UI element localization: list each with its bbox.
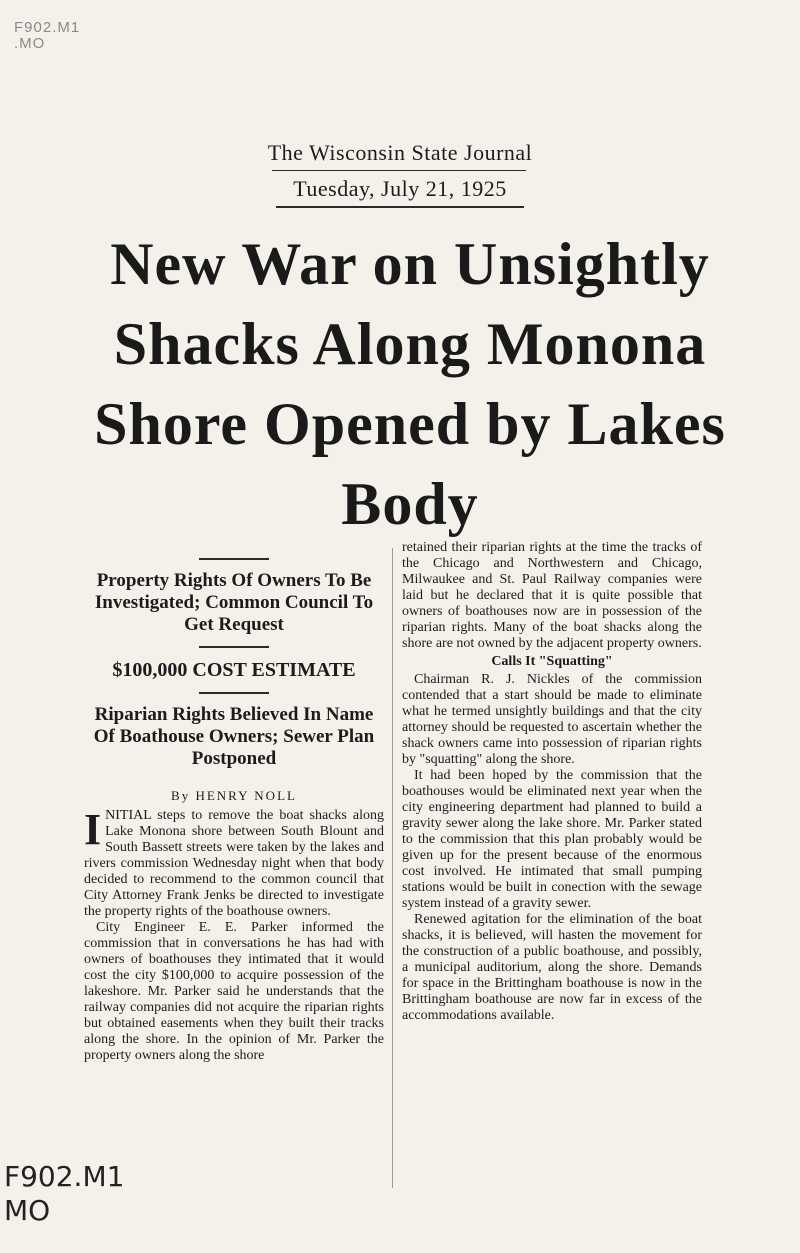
dropcap: I — [84, 805, 102, 854]
masthead-rule — [272, 170, 526, 171]
archive-mark-top: F902.M1 .MO — [14, 19, 81, 52]
article-paragraph: Renewed agitation for the elimination of the boat shacks, it is believed, will hasten the movement for the construction of a public boathouse, and possibly, a municipal auditorium, along the shore. Demands for space in the Brittingham boathouse is now in the Brittingham boathouse are now far in excess of the accommodations available. — [402, 912, 702, 1023]
newspaper-name: The Wisconsin State Journal — [267, 140, 533, 165]
handwritten-catalog-note: F902.M1 MO — [4, 1160, 125, 1227]
deck-riparian-rights: Riparian Rights Believed In Name Of Boathouse Owners; Sewer Plan Postponed — [93, 704, 375, 769]
subhead-squatting: Calls It "Squatting" — [491, 654, 613, 669]
article-paragraph: Chairman R. J. Nickles of the commission contended that a start should be made to eliminate what he termed unsightly buildings and that the city attorney should be requested to ascertain whether the shack owners came into possession of riparian rights by "squatting" along the shore. — [402, 672, 702, 767]
article-paragraph: retained their riparian rights at the time the tracks of the Chicago and Northwestern and Chicago, Milwaukee and St. Paul Railway companies were laid but he declared that it is quite possible that owners of boathouses now are in possession of the riparian rights. Many of the boat shacks along the shore are not owned by the adjacent property owners. — [402, 540, 702, 651]
deck-property-rights: Property Rights Of Owners To Be Investigated; Common Council To Get Request — [94, 570, 374, 635]
byline: By HENRY NOLL — [171, 788, 297, 803]
column-divider — [392, 548, 393, 1188]
article-paragraph: City Engineer E. E. Parker informed the commission that in conversations he has had with owners of boathouses they intimated that it would cost the city $100,000 to acquire possession of the lakeshore. Mr. Parker said he understands that the railway companies did not acquire the riparian rights but obtained easements when they built their tracks along the shore. In the opinion of Mr. Parker the property owners along the shore — [84, 920, 384, 1063]
left-column — [84, 548, 384, 1064]
deck-rule — [199, 558, 269, 560]
headline: New War on Unsightly Shacks Along Monona Shore Opened by Lakes Body — [94, 231, 726, 537]
deck-rule — [199, 692, 269, 694]
deck-rule — [199, 646, 269, 648]
article-body-right — [402, 540, 702, 1024]
cost-estimate: $100,000 COST ESTIMATE — [112, 659, 356, 681]
article-paragraph: INITIAL steps to remove the boat shacks along Lake Monona shore between South Blount and South Bassett streets were taken by the lakes and rivers commission Wednesday night when that body decided to recommend to the common council that City Attorney Frank Jenks be directed to investigate the property rights of the boathouse owners. — [84, 805, 384, 919]
publication-date: Tuesday, July 21, 1925 — [293, 176, 507, 201]
right-column — [402, 540, 702, 1024]
article-paragraph: It had been hoped by the commission that the boathouses would be eliminated next year when the city engineering department had planned to build a gravity sewer along the lake shore. Mr. Parker stated to the commission that this plan probably would be given up for the present because of the enormous cost involved. He intimated that small pumping stations would be built in conection with the sewage system instead of a gravity sewer. — [402, 768, 702, 911]
article-body-left — [84, 805, 384, 1064]
date-underline — [276, 206, 524, 208]
